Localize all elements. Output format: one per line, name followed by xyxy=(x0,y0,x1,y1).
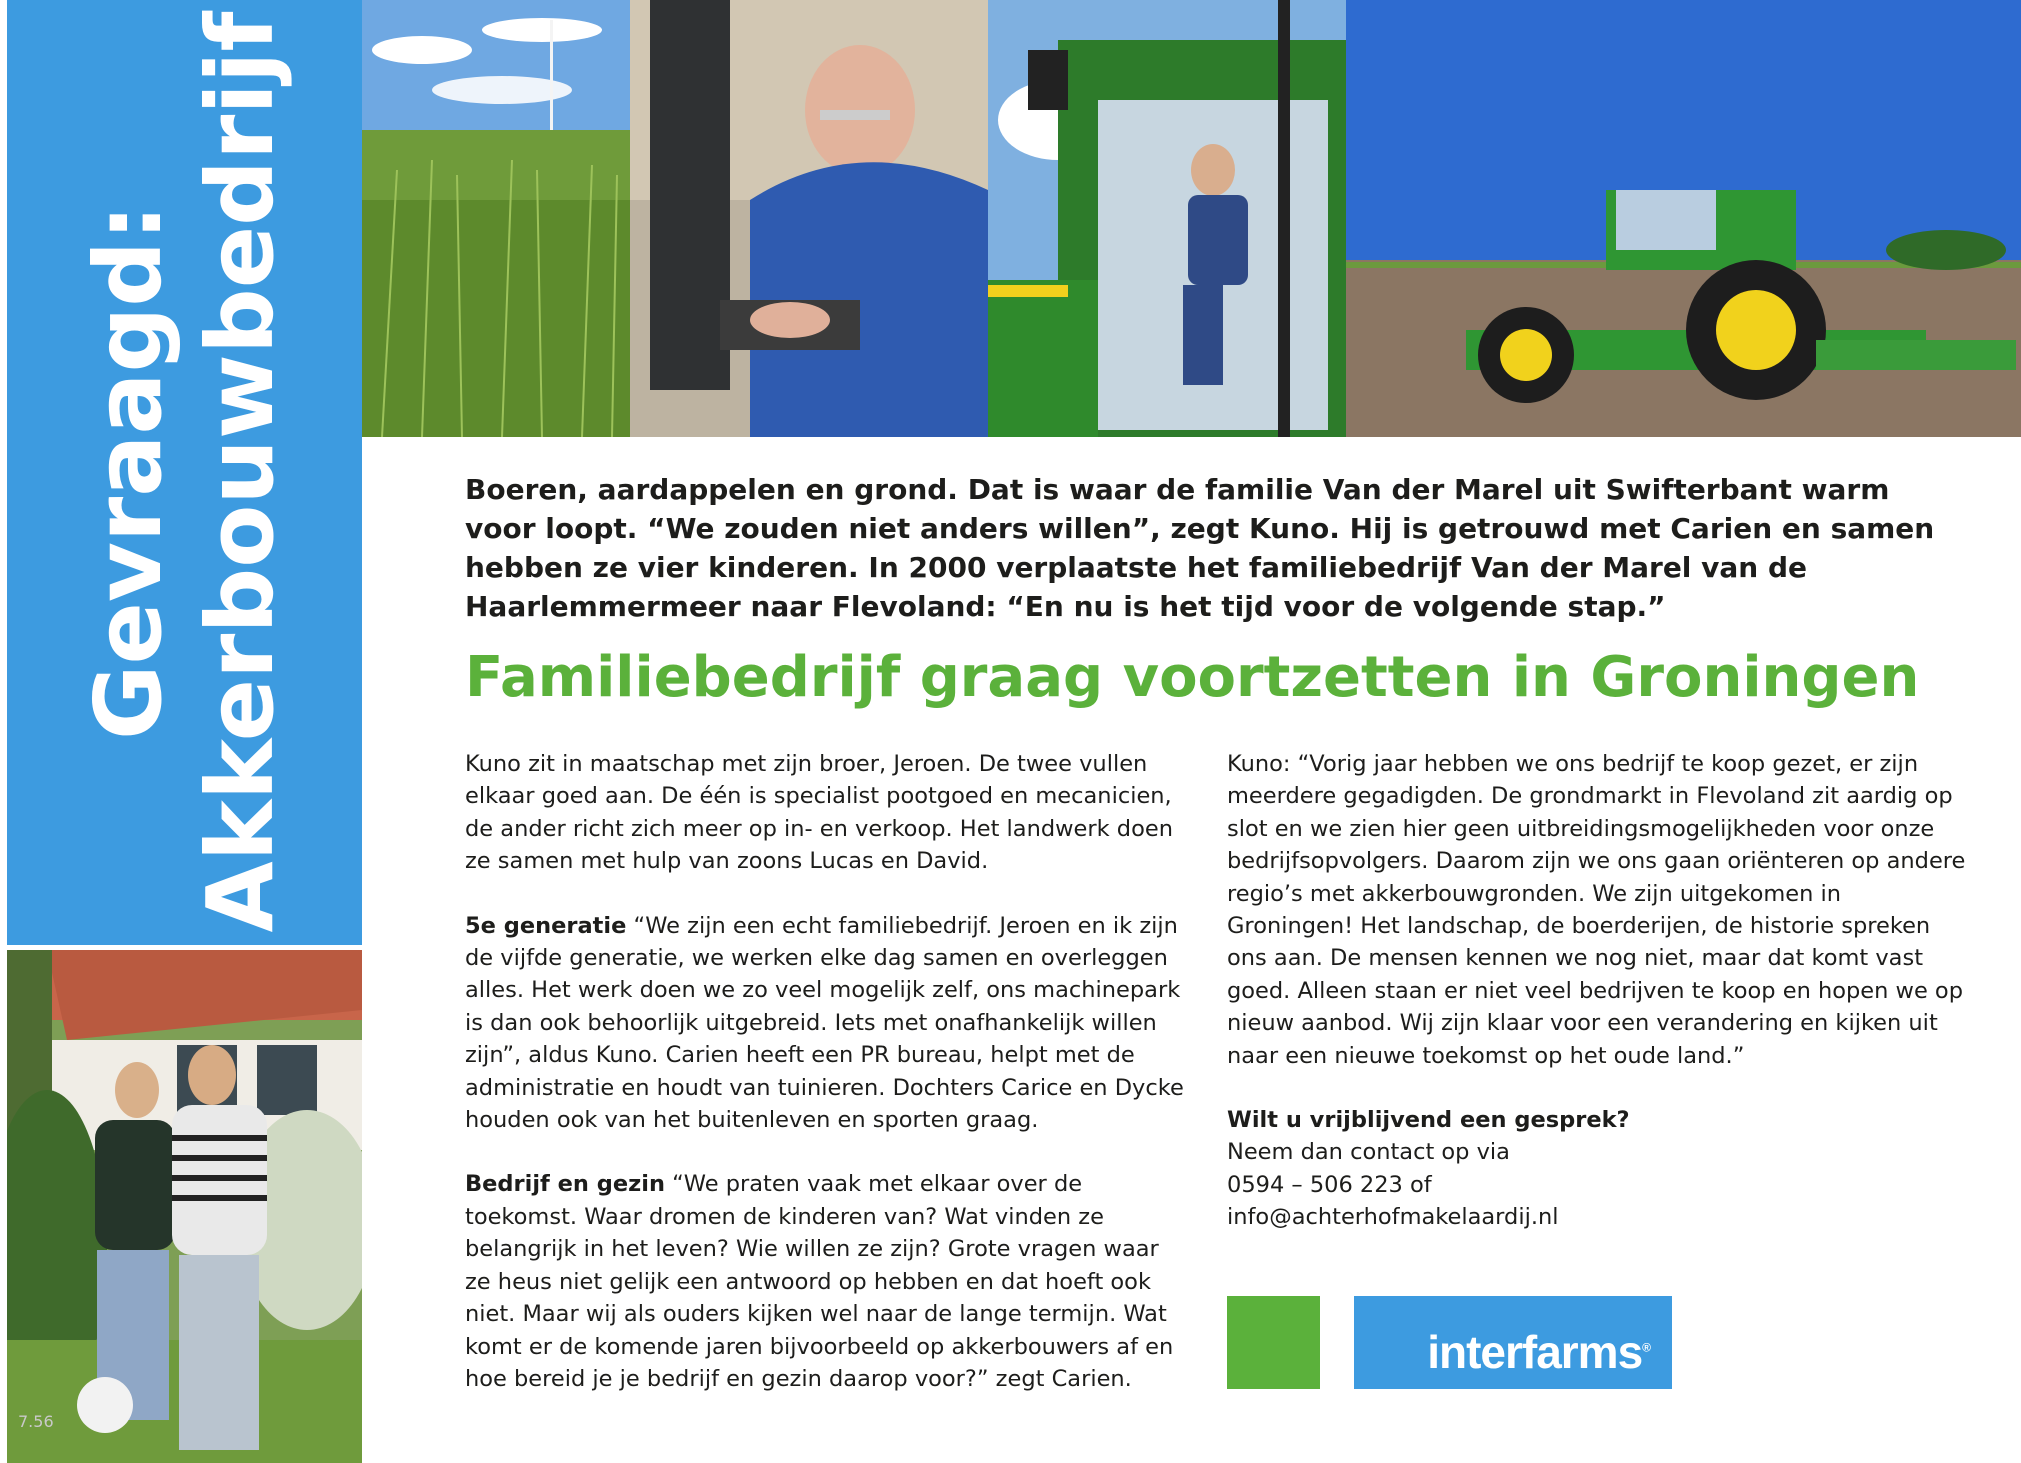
sidebar-title-line1: Gevraagd: xyxy=(74,204,182,740)
sidebar-title-panel xyxy=(7,0,362,945)
sidebar-title xyxy=(73,12,297,933)
contact-heading: Wilt u vrijblijvend een gesprek? xyxy=(1227,1107,1630,1134)
contact-email[interactable]: info@achterhofmakelaardij.nl xyxy=(1227,1204,1559,1231)
contact-intro: Neem dan contact op via xyxy=(1227,1139,1510,1166)
subheading-bedrijf-en-gezin: Bedrijf en gezin xyxy=(465,1171,665,1198)
mechanic-photo xyxy=(630,0,988,437)
left-paragraph-3 xyxy=(465,1168,1185,1395)
left-paragraph-2-body: “We zijn een echt familiebedrijf. Jeroen en ik zijn de vijfde generatie, we werken elke dag samen en overleggen alles. Het werk doen we zo veel mogelijk zelf, ons machinepark is dan ook behoorlijk uitgebreid. Iets met onafhankelijk willen zijn”, aldus Kuno. Carien heeft een PR bureau, helpt met de administratie en houdt van tuinieren. Dochters Carice en Dycke houden ook van het buitenleven en sporten graag. xyxy=(465,912,1184,1134)
left-paragraph-3-body: “We praten vaak met elkaar over de toekomst. Waar dromen de kinderen van? Wat vinden ze belangrijk in het leven? Wie willen ze zijn? Grote vragen waar ze heus niet gelijk een antwoord op hebben en dat hoeft ook niet. Maar wij als ouders kijken wel naar de lange termijn. Wat komt er de komende jaren bijvoorbeeld op akkerbouwers af en hoe bereid je je bedrijf en gezin daarop voor?” zegt Carien. xyxy=(465,1171,1174,1392)
page-marker: 7.56 xyxy=(18,1412,54,1431)
contact-phone[interactable]: 0594 – 506 223 of xyxy=(1227,1171,1432,1198)
daughters-photo xyxy=(7,950,362,1463)
left-paragraph-1: Kuno zit in maatschap met zijn broer, Jeroen. De twee vullen elkaar goed aan. De één is specialist pootgoed en mecanicien, de ander richt zich meer op in- en verkoop. Het landwerk doen ze samen met hulp van zoons Lucas en David. xyxy=(465,751,1173,875)
wheat-field-photo xyxy=(362,0,630,437)
interfarms-logo xyxy=(1354,1296,1672,1389)
subheading-5e-generatie: 5e generatie xyxy=(465,912,627,939)
headline: Familiebedrijf graag voortzetten in Groningen xyxy=(465,645,1920,710)
right-paragraph-1: Kuno: “Vorig jaar hebben we ons bedrijf te koop gezet, er zijn meerdere gegadigden. De grondmarkt in Flevoland zit aardig op slot en we zien hier geen uitbreidingsmogelijkheden voor onze bedrijfsopvolgers. Daarom zijn we ons gaan oriënteren op andere regio’s met akkerbouwgronden. We zijn uitgekomen in Groningen! Het landschap, de boerderijen, de historie spreken ons aan. De mensen kennen we nog niet, maar dat komt vast goed. Alleen staan er niet veel bedrijven te koop en hopen we op nieuw aanbod. Wij zijn klaar voor een verandering en kijken uit naar een nieuwe toekomst op het oude land.” xyxy=(1227,751,1966,1069)
green-logo-block xyxy=(1227,1296,1320,1389)
sidebar xyxy=(0,0,362,1463)
right-column xyxy=(1227,748,1972,1266)
lead-paragraph: Boeren, aardappelen en grond. Dat is waar de familie Van der Marel uit Swifterbant warm voor loopt. “We zouden niet anders willen”, zegt Kuno. Hij is getrouwd met Carien en samen hebben ze vier kinderen. In 2000 verplaatste het familiebedrijf Van der Marel van de Haarlemmermeer naar Flevoland: “En nu is het tijd voor de volgende stap.” xyxy=(465,473,1935,623)
contact-block xyxy=(1227,1104,1972,1234)
registered-mark: ® xyxy=(1642,1340,1650,1355)
interfarms-logo-text xyxy=(1427,1325,1650,1379)
tractor-field-photo xyxy=(1346,0,2021,437)
tractor-cabin-photo xyxy=(988,0,1346,437)
left-column xyxy=(465,748,1185,1427)
left-paragraph-2 xyxy=(465,910,1185,1137)
interfarms-logo-wordmark: interfarms xyxy=(1427,1326,1643,1378)
sidebar-title-line2: Akkerbouwbedrijf xyxy=(186,11,294,933)
